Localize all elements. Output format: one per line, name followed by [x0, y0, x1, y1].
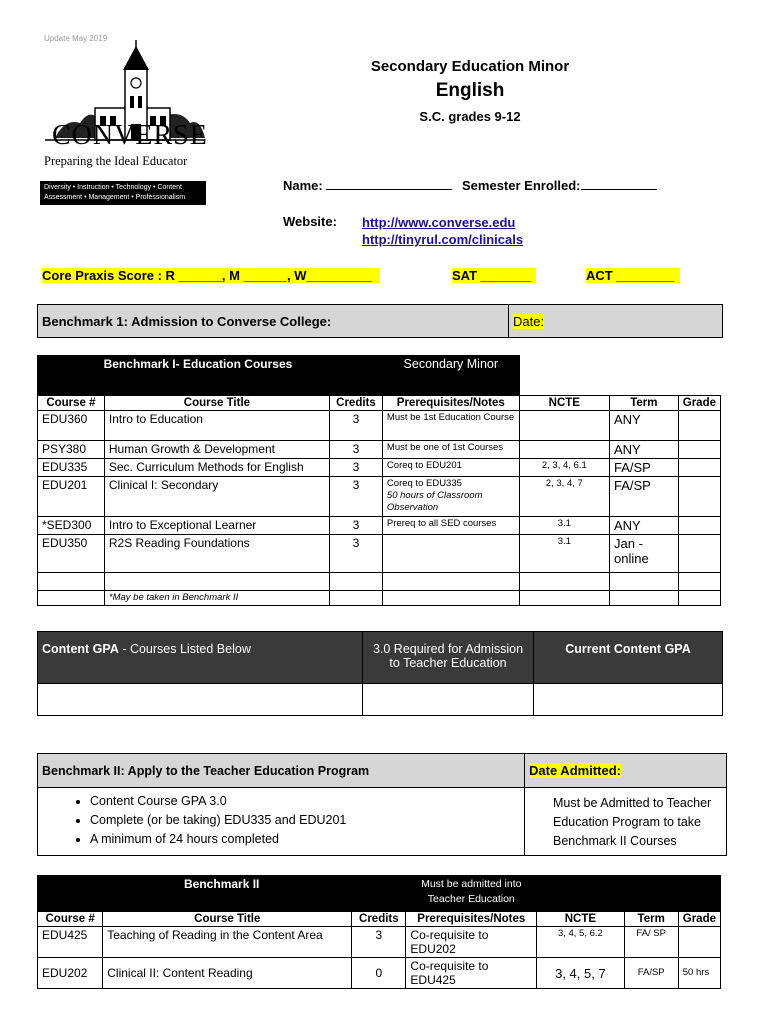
name-row [283, 178, 657, 193]
courses2-columns: Course # Course Title Credits Prerequisites/Notes NCTE Term Grade [38, 912, 721, 927]
table-row: EDU350 R2S Reading Foundations 3 3.1 Jan - online [38, 535, 721, 573]
benchmark2-note: Must be Admitted to Teacher Education Program to take Benchmark II Courses [525, 788, 727, 856]
semester-label: Semester Enrolled: [462, 178, 581, 193]
logo-name: CONVERSE [52, 120, 208, 151]
semester-field[interactable] [581, 178, 657, 190]
grade-cell[interactable] [678, 535, 720, 573]
benchmark1-courses-table [37, 355, 721, 606]
gpa-current-cell[interactable] [534, 684, 723, 716]
gpa-current-header: Current Content GPA [534, 632, 723, 684]
grade-cell[interactable] [678, 477, 720, 517]
page-subject: English [435, 80, 505, 101]
courses2-header-mid: Must be admitted into Teacher Education [406, 876, 537, 912]
benchmark2-requirements [38, 788, 525, 856]
table-row-empty [38, 573, 721, 591]
grade-cell[interactable] [678, 517, 720, 535]
page-grades: S.C. grades 9-12 [419, 109, 521, 124]
grade-cell[interactable] [678, 441, 720, 459]
name-label: Name: [283, 178, 323, 193]
sat-score[interactable]: SAT _______ [452, 268, 536, 283]
list-item: • Content Course GPA 3.0 [90, 792, 520, 811]
update-note: Update May 2019 [44, 34, 108, 43]
website-label: Website: [283, 214, 337, 229]
content-gpa-table [37, 631, 723, 716]
table-row: EDU425 Teaching of Reading in the Content Area 3 Co-requisite to EDU202 3, 4, 5, 6.2 FA/ SP [38, 927, 721, 958]
benchmark1-title: Benchmark 1: Admission to Converse College: [38, 305, 509, 338]
list-item: • A minimum of 24 hours completed [90, 830, 520, 849]
name-field[interactable] [326, 178, 452, 190]
clinicals-link[interactable]: http://tinyrul.com/clinicals [362, 232, 524, 247]
benchmark2-courses-table [37, 875, 721, 989]
benchmark2-title: Benchmark II: Apply to the Teacher Education Program [38, 754, 525, 788]
converse-link[interactable]: http://www.converse.edu [362, 215, 516, 230]
courses1-header-mid: Secondary Minor [382, 356, 519, 396]
gpa-required: 3.0 Required for Admission to Teacher Education [363, 632, 534, 684]
grade-cell[interactable] [678, 411, 720, 441]
table-row: EDU360 Intro to Education 3 Must be 1st Education Course ANY [38, 411, 721, 441]
gpa-value-cell[interactable] [38, 684, 363, 716]
table-row-footnote [38, 591, 721, 606]
page-title-block [320, 58, 620, 124]
benchmark2-date[interactable]: Date Admitted: [529, 763, 621, 778]
list-item: • Complete (or be taking) EDU335 and EDU201 [90, 811, 520, 830]
courses1-columns: Course # Course Title Credits Prerequisites/Notes NCTE Term Grade [38, 396, 721, 411]
website-links [362, 214, 523, 248]
courses2-header: Benchmark II [38, 876, 406, 912]
logo-tagline: Preparing the Ideal Educator [44, 154, 188, 168]
page-title: Secondary Education Minor [370, 58, 570, 75]
table-row: PSY380 Human Growth & Development 3 Must be one of 1st Courses ANY [38, 441, 721, 459]
grade-cell[interactable] [678, 459, 720, 477]
courses1-header: Benchmark I- Education Courses [38, 356, 383, 396]
benchmark1-date[interactable]: Date: [513, 313, 545, 329]
table-row: EDU335 Sec. Curriculum Methods for English 3 Coreq to EDU201 2, 3, 4, 6.1 FA/SP [38, 459, 721, 477]
grade-cell[interactable]: 50 hrs [678, 958, 720, 989]
table-row: *SED300 Intro to Exceptional Learner 3 Prereq to all SED courses 3.1 ANY [38, 517, 721, 535]
logo-pillars: Diversity • Instruction • Technology • Content Assessment • Management • Professionalism [40, 181, 206, 205]
benchmark1-bar [37, 304, 723, 338]
benchmark2-table [37, 753, 727, 856]
table-row: EDU201 Clinical I: Secondary 3 Coreq to EDU335 50 hours of Classroom Observation 2, 3, 4, 7 FA/SP [38, 477, 721, 517]
grade-cell[interactable] [678, 927, 720, 958]
act-score[interactable]: ACT ________ [586, 268, 680, 283]
table-row: EDU202 Clinical II: Content Reading 0 Co-requisite to EDU425 3, 4, 5, 7 FA/SP 50 hrs [38, 958, 721, 989]
praxis-score[interactable]: Core Praxis Score : R ______, M ______, W_________ [42, 268, 380, 283]
converse-logo [40, 38, 210, 213]
gpa-required-cell[interactable] [363, 684, 534, 716]
footnote: *May be taken in Benchmark II [104, 591, 329, 606]
gpa-label: Content GPA - Courses Listed Below [38, 632, 363, 684]
